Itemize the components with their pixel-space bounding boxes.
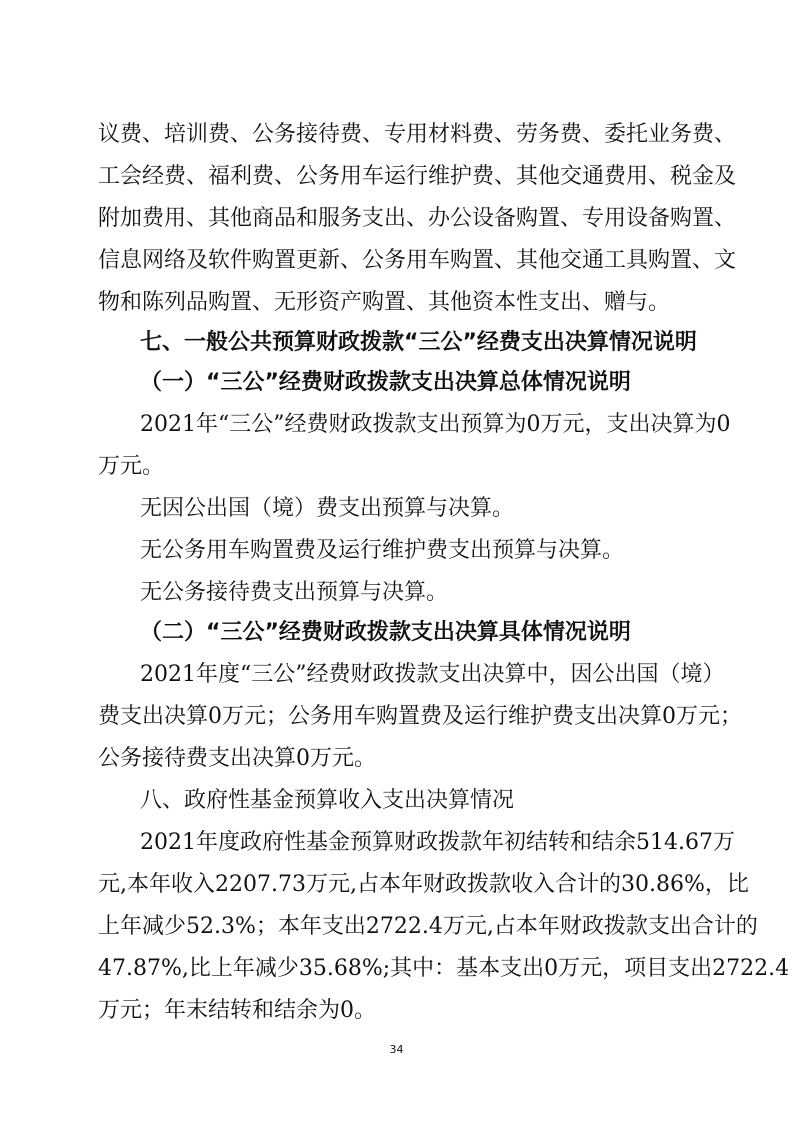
body-text-line: 2021年“三公”经费财政拨款支出预算为0万元，支出决算为0 [140,412,731,437]
section-heading-eight: 八、政府性基金预算收入支出决算情况 [140,788,515,813]
body-text-line: 公务接待费支出决算0万元。 [98,746,376,771]
page-number: 34 [389,1043,404,1056]
body-text-line: 上年减少52.3%；本年支出2722.4万元,占本年财政拨款支出合计的 [98,914,758,939]
body-text-line: 无公务接待费支出预算与决算。 [140,580,449,605]
body-text-line: 附加费用、其他商品和服务支出、办公设备购置、专用设备购置、 [98,206,737,231]
body-text-line: 物和陈列品购置、无形资产购置、其他资本性支出、赠与。 [98,290,671,315]
subsection-heading-one: （一）“三公”经费财政拨款支出决算总体情况说明 [140,370,631,395]
body-text-line: 万元；年末结转和结余为0。 [98,998,376,1023]
body-text-line: 无因公出国（境）费支出预算与决算。 [140,496,515,521]
body-text-line: 无公务用车购置费及运行维护费支出预算与决算。 [140,538,625,563]
section-heading-seven: 七、一般公共预算财政拨款“三公”经费支出决算情况说明 [140,330,697,355]
body-text-line: 47.87%,比上年减少35.68%;其中：基本支出0万元，项目支出2722.4 [98,956,790,981]
body-text-line: 工会经费、福利费、公务用车运行维护费、其他交通费用、税金及 [98,164,737,189]
body-text-line: 费支出决算0万元；公务用车购置费及运行维护费支出决算0万元； [98,704,742,729]
body-text-line: 2021年度“三公”经费财政拨款支出决算中，因公出国（境） [140,662,725,687]
subsection-heading-two: （二）“三公”经费财政拨款支出决算具体情况说明 [140,620,631,645]
body-text-line: 信息网络及软件购置更新、公务用车购置、其他交通工具购置、文 [98,248,737,273]
body-text-line: 万元。 [98,454,165,479]
body-text-line: 2021年度政府性基金预算财政拨款年初结转和结余514.67万 [140,830,735,855]
body-text-line: 元,本年收入2207.73万元,占本年财政拨款收入合计的30.86%，比 [98,872,749,897]
body-text-line: 议费、培训费、公务接待费、专用材料费、劳务费、委托业务费、 [98,122,737,147]
